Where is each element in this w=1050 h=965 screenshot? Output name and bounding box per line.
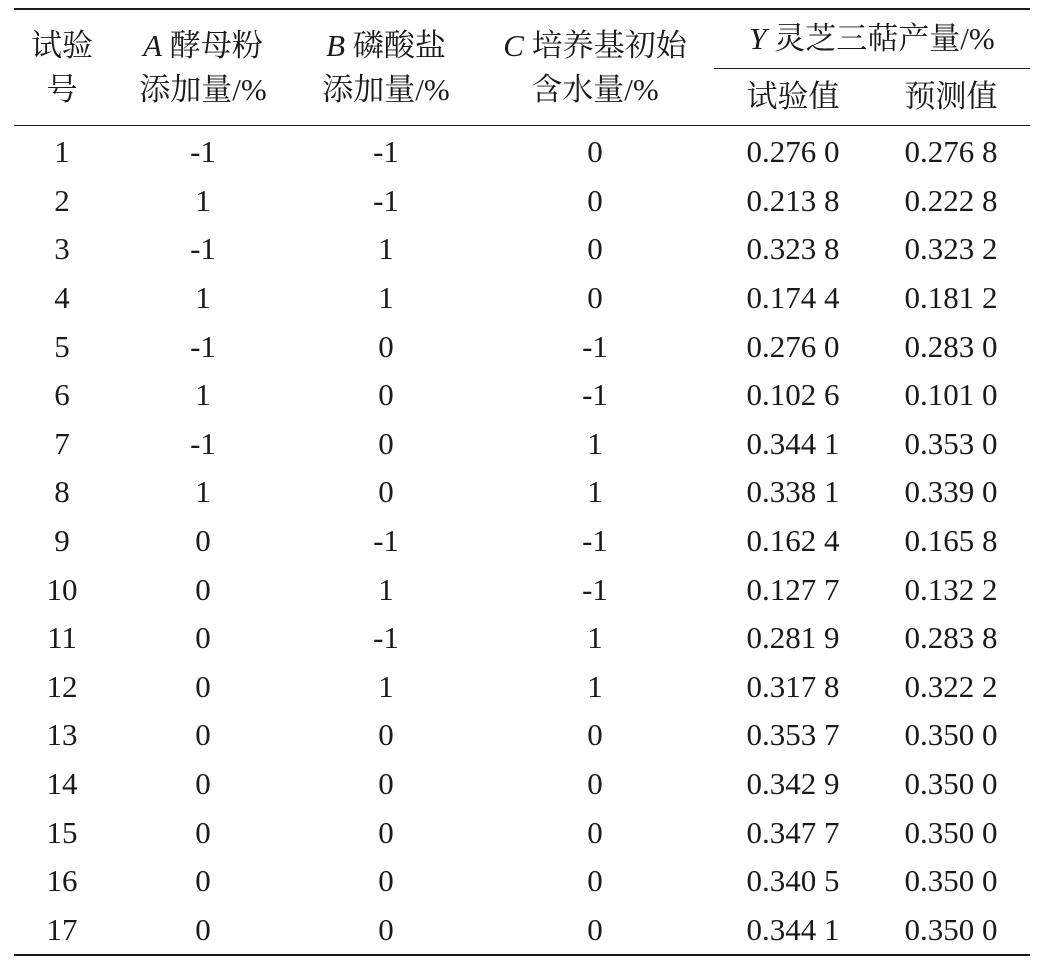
cell-predicted: 0.222 8 (904, 182, 998, 218)
cell-trial-no: 6 (54, 377, 70, 413)
header-factor-b (296, 9, 476, 126)
cell-experimental: 0.127 7 (746, 571, 840, 607)
cell-trial-no: 11 (47, 620, 77, 656)
cell-factor-c: 0 (476, 906, 714, 956)
table-row (14, 517, 1030, 566)
cell-experimental: 0.317 8 (746, 668, 840, 704)
cell-experimental: 0.342 9 (746, 766, 840, 802)
header-factor-a (110, 9, 296, 126)
cell-factor-a: 1 (195, 182, 211, 218)
table-row (14, 177, 1030, 226)
cell-factor-a: 0 (195, 766, 211, 802)
header-factor-b-var: B (326, 27, 346, 63)
cell-factor-a: 0 (195, 523, 211, 559)
cell-factor-a: 1 (195, 474, 211, 510)
header-response-y-var: Y (749, 21, 767, 56)
cell-factor-a: 1 (195, 377, 211, 413)
cell-predicted: 0.323 2 (904, 231, 998, 267)
table-row (14, 126, 1030, 177)
cell-factor-c: 0 (587, 814, 603, 850)
table-row (14, 711, 1030, 760)
table-body (14, 126, 1030, 956)
cell-factor-b: -1 (373, 620, 399, 656)
table-row (14, 322, 1030, 371)
header-trial-no-line1: 试验 (31, 27, 93, 63)
cell-factor-c: 0 (587, 766, 603, 802)
cell-factor-c: 0 (587, 280, 603, 316)
cell-predicted: 0.350 0 (904, 717, 998, 753)
header-factor-c-unit: 含水量/% (531, 71, 659, 107)
cell-factor-a: -1 (190, 328, 216, 364)
cell-factor-c: -1 (582, 571, 608, 607)
table-row (14, 565, 1030, 614)
table-row (14, 274, 1030, 323)
table-row (14, 468, 1030, 517)
cell-experimental: 0.353 7 (746, 717, 840, 753)
cell-predicted: 0.132 2 (904, 571, 998, 607)
table-row (14, 906, 1030, 956)
cell-factor-b: 0 (378, 766, 394, 802)
cell-experimental: 0.281 9 (746, 620, 840, 656)
cell-predicted: 0.339 0 (904, 474, 998, 510)
header-predicted-value: 预测值 (872, 69, 1030, 126)
cell-factor-b: 0 (378, 377, 394, 413)
cell-factor-a: 0 (195, 814, 211, 850)
cell-factor-c: -1 (582, 328, 608, 364)
cell-factor-b: 1 (378, 668, 394, 704)
cell-experimental: 0.276 0 (746, 328, 840, 364)
cell-predicted: 0.322 2 (904, 668, 998, 704)
cell-trial-no: 12 (46, 668, 78, 704)
cell-predicted: 0.350 0 (872, 906, 1030, 956)
cell-factor-a: -1 (190, 425, 216, 461)
cell-trial-no: 9 (54, 523, 70, 559)
header-factor-c (476, 9, 714, 126)
cell-factor-c: 1 (587, 668, 603, 704)
header-factor-b-unit: 添加量/% (322, 71, 450, 107)
cell-factor-b: 0 (378, 863, 394, 899)
cell-factor-b: 0 (378, 814, 394, 850)
cell-factor-a: 0 (195, 620, 211, 656)
cell-factor-a: 0 (195, 668, 211, 704)
cell-factor-c: 0 (587, 863, 603, 899)
cell-factor-b: 0 (378, 425, 394, 461)
cell-factor-c: 0 (587, 134, 603, 170)
cell-factor-a: -1 (190, 134, 216, 170)
cell-factor-a: 0 (195, 571, 211, 607)
cell-trial-no: 7 (54, 425, 70, 461)
cell-experimental: 0.102 6 (746, 377, 840, 413)
cell-factor-b: -1 (373, 182, 399, 218)
cell-factor-b: -1 (373, 134, 399, 170)
cell-predicted: 0.350 0 (904, 814, 998, 850)
cell-experimental: 0.344 1 (714, 906, 872, 956)
table-row (14, 225, 1030, 274)
header-factor-c-var: C (503, 27, 524, 63)
table-row (14, 760, 1030, 809)
cell-factor-a: -1 (190, 231, 216, 267)
cell-factor-c: -1 (582, 523, 608, 559)
cell-factor-c: 0 (587, 231, 603, 267)
cell-trial-no: 8 (54, 474, 70, 510)
cell-factor-b: 0 (378, 717, 394, 753)
table-row (14, 420, 1030, 469)
cell-factor-c: -1 (582, 377, 608, 413)
cell-trial-no: 13 (46, 717, 78, 753)
cell-factor-b: 0 (378, 328, 394, 364)
cell-trial-no: 4 (54, 280, 70, 316)
cell-factor-b: 1 (378, 231, 394, 267)
cell-experimental: 0.340 5 (746, 863, 840, 899)
cell-predicted: 0.283 0 (904, 328, 998, 364)
cell-predicted: 0.276 8 (904, 134, 998, 170)
header-factor-b-name: 磷酸盐 (352, 27, 446, 63)
cell-predicted: 0.350 0 (904, 766, 998, 802)
cell-experimental: 0.347 7 (746, 814, 840, 850)
cell-trial-no: 10 (46, 571, 78, 607)
cell-predicted: 0.350 0 (904, 863, 998, 899)
header-factor-a-var: A (143, 27, 163, 63)
cell-factor-a: 0 (195, 863, 211, 899)
header-factor-a-unit: 添加量/% (139, 71, 267, 107)
cell-predicted: 0.353 0 (904, 425, 998, 461)
cell-factor-b: -1 (373, 523, 399, 559)
cell-factor-c: 1 (587, 474, 603, 510)
cell-trial-no: 14 (46, 766, 78, 802)
cell-experimental: 0.323 8 (746, 231, 840, 267)
header-experimental-value: 试验值 (714, 69, 872, 126)
cell-experimental: 0.338 1 (746, 474, 840, 510)
table-header (14, 9, 1030, 126)
cell-predicted: 0.101 0 (904, 377, 998, 413)
table-row (14, 614, 1030, 663)
header-response-y (714, 9, 1030, 69)
cell-trial-no: 3 (54, 231, 70, 267)
cell-factor-b: 1 (378, 280, 394, 316)
table-row (14, 663, 1030, 712)
cell-factor-a: 0 (110, 906, 296, 956)
table-row (14, 857, 1030, 906)
cell-experimental: 0.344 1 (746, 425, 840, 461)
cell-experimental: 0.162 4 (746, 523, 840, 559)
header-trial-no (14, 9, 110, 126)
cell-trial-no: 1 (54, 134, 70, 170)
table-row (14, 808, 1030, 857)
header-trial-no-line2: 号 (46, 71, 78, 107)
cell-factor-c: 0 (587, 182, 603, 218)
cell-factor-b: 0 (378, 474, 394, 510)
cell-predicted: 0.165 8 (904, 523, 998, 559)
cell-predicted: 0.283 8 (904, 620, 998, 656)
cell-experimental: 0.276 0 (746, 134, 840, 170)
cell-factor-c: 1 (587, 425, 603, 461)
header-factor-a-name: 酵母粉 (169, 27, 263, 63)
cell-experimental: 0.174 4 (746, 280, 840, 316)
cell-experimental: 0.213 8 (746, 182, 840, 218)
cell-trial-no: 16 (46, 863, 78, 899)
header-response-y-name: 灵芝三萜产量/% (774, 21, 995, 56)
cell-factor-a: 0 (195, 717, 211, 753)
cell-trial-no: 15 (46, 814, 78, 850)
cell-trial-no: 5 (54, 328, 70, 364)
cell-trial-no: 17 (14, 906, 110, 956)
cell-factor-a: 1 (195, 280, 211, 316)
cell-factor-c: 1 (587, 620, 603, 656)
cell-factor-b: 0 (296, 906, 476, 956)
cell-predicted: 0.181 2 (904, 280, 998, 316)
cell-factor-c: 0 (587, 717, 603, 753)
table-row (14, 371, 1030, 420)
cell-factor-b: 1 (378, 571, 394, 607)
results-table (14, 8, 1030, 956)
header-factor-c-name: 培养基初始 (531, 27, 687, 63)
cell-trial-no: 2 (54, 182, 70, 218)
